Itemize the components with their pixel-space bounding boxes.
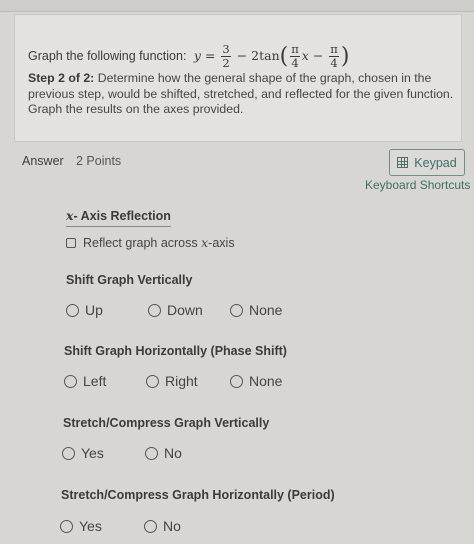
- radio-stretch-vertical-no[interactable]: [145, 445, 182, 461]
- radio-shift-horizontal-none[interactable]: [230, 373, 282, 389]
- reflection-title-text: - Axis Reflection: [73, 209, 171, 223]
- radio-stretch-vertical-yes[interactable]: [62, 445, 104, 461]
- radio-label: No: [163, 518, 181, 534]
- step-text: Determine how the general shape of the graph, chosen in the previous step, would be shifted, stretched, and reflected for the given function. Graph the results on the axes provided.: [28, 71, 454, 116]
- radio-label: No: [164, 445, 182, 461]
- radio-label: Yes: [81, 445, 104, 461]
- radio-label: Down: [167, 302, 203, 318]
- radio-label: Up: [85, 302, 103, 318]
- radio-shift-horizontal-left[interactable]: [64, 373, 106, 389]
- radio-circle[interactable]: [148, 304, 161, 317]
- radio-circle[interactable]: [64, 375, 77, 388]
- radio-circle[interactable]: [60, 520, 73, 533]
- radio-stretch-horizontal-yes[interactable]: [60, 518, 102, 534]
- radio-label: Right: [165, 373, 198, 389]
- radio-circle[interactable]: [66, 304, 79, 317]
- reflection-title-var: x: [66, 208, 74, 223]
- points-label: 2 Points: [76, 154, 122, 168]
- reflect-checkbox-row[interactable]: [66, 235, 235, 250]
- radio-shift-vertical-down[interactable]: [148, 302, 203, 318]
- radio-circle[interactable]: [230, 375, 243, 388]
- stretch-horizontal-title: Stretch/Compress Graph Horizontally (Period): [61, 488, 335, 502]
- stretch-vertical-title: Stretch/Compress Graph Vertically: [63, 416, 270, 430]
- keyboard-shortcuts-link[interactable]: Keyboard Shortcuts: [365, 178, 471, 192]
- keypad-label: Keypad: [414, 155, 457, 170]
- question-intro: Graph the following function:: [28, 49, 187, 63]
- step-label: Step 2 of 2:: [28, 71, 95, 85]
- step-instructions: [28, 71, 458, 118]
- radio-label: Yes: [79, 518, 102, 534]
- radio-shift-horizontal-right[interactable]: [146, 373, 198, 389]
- radio-shift-vertical-up[interactable]: [66, 302, 103, 318]
- keypad-button[interactable]: [389, 149, 465, 176]
- radio-circle[interactable]: [145, 447, 158, 460]
- radio-circle[interactable]: [62, 447, 75, 460]
- radio-shift-vertical-none[interactable]: [230, 302, 282, 318]
- radio-circle[interactable]: [230, 304, 243, 317]
- question-panel: [14, 14, 462, 142]
- keypad-icon: [397, 157, 408, 168]
- shift-horizontal-title: Shift Graph Horizontally (Phase Shift): [64, 344, 287, 358]
- answer-label: Answer: [22, 154, 64, 168]
- radio-circle[interactable]: [144, 520, 157, 533]
- reflect-checkbox-label: Reflect graph across x-axis: [83, 235, 235, 250]
- answer-area: [0, 142, 474, 544]
- radio-label: None: [249, 302, 283, 318]
- shift-vertical-title: Shift Graph Vertically: [66, 273, 193, 287]
- function-equation: y = $\frac{3}{2}$ − 2tan( $\frac{\pi}{4}$ x − $\frac{\pi}{4}$ ): [193, 42, 350, 70]
- question-prompt: [28, 43, 349, 70]
- reflection-title: [66, 208, 171, 227]
- radio-circle[interactable]: [146, 375, 159, 388]
- reflect-checkbox[interactable]: [66, 238, 76, 248]
- radio-label: None: [249, 373, 283, 389]
- radio-stretch-horizontal-no[interactable]: [144, 518, 181, 534]
- radio-label: Left: [83, 373, 107, 389]
- top-bar: [0, 0, 474, 12]
